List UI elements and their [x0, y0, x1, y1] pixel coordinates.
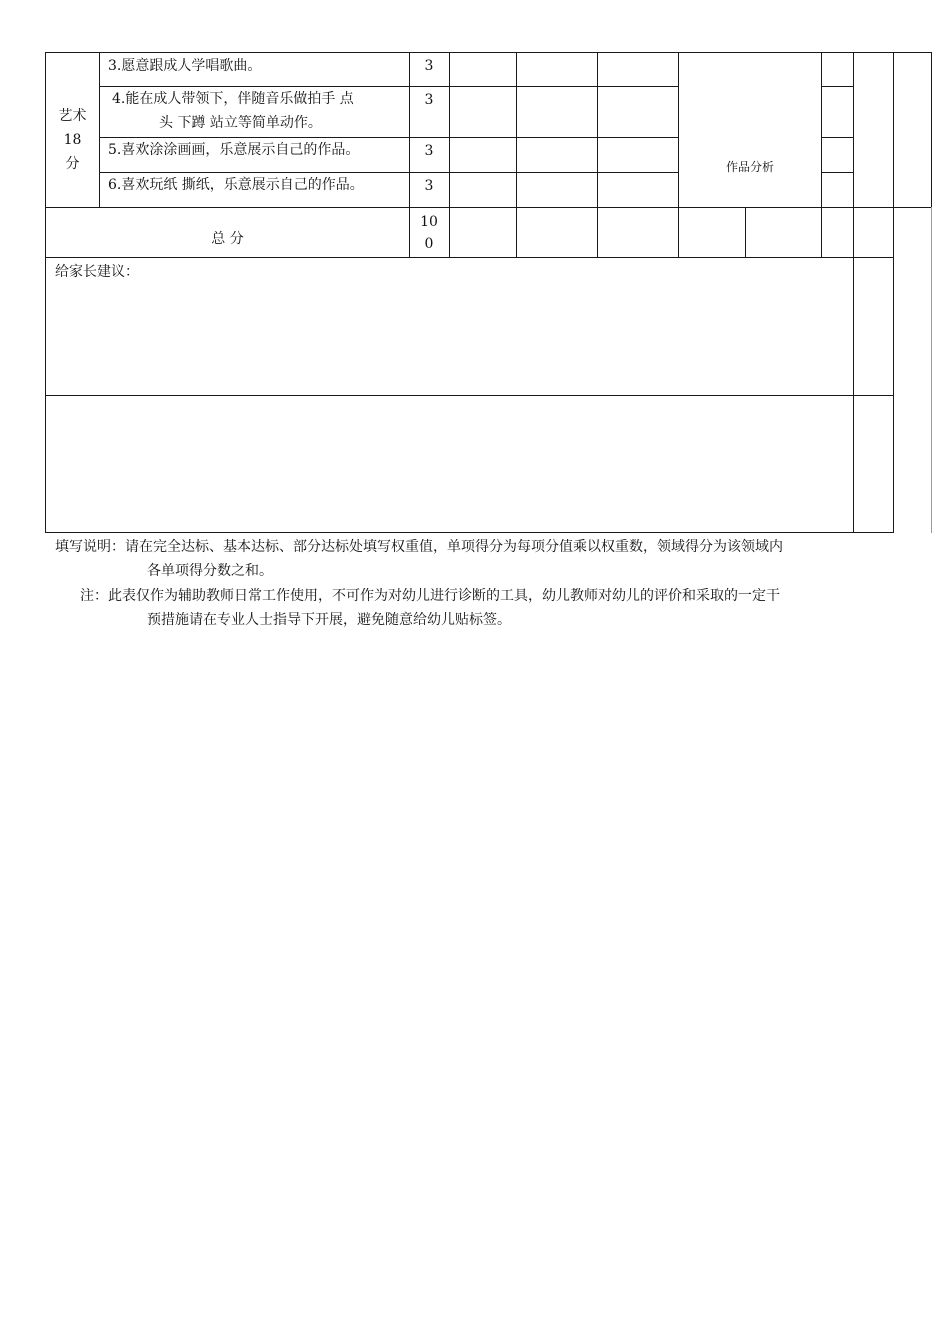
grid-line — [45, 52, 932, 53]
grid-line — [99, 137, 678, 138]
domain-cell — [46, 104, 99, 176]
grid-line — [821, 137, 853, 138]
total-label: 总 分 — [211, 231, 244, 247]
disclaimer-note: 注：此表仅作为辅助教师日常工作使用，不可作为对幼儿进行诊断的工具，幼儿教师对幼儿的评价和采取的一定干 — [80, 588, 780, 604]
fill-instructions: 填写说明：请在完全达标、基本达标、部分达标处填写权重值，单项得分为每项分值乘以权重数，领域得分为该领域内 — [55, 539, 783, 555]
work-analysis-label: 作品分析 — [725, 160, 774, 174]
item-text: 6.喜欢玩纸 撕纸，乐意展示自己的作品。 — [108, 177, 364, 193]
grid-line — [99, 52, 100, 207]
item-text-continued: 头 下蹲 站立等简单动作。 — [159, 115, 322, 131]
grid-line — [893, 52, 894, 533]
item-score: 3 — [424, 92, 434, 108]
grid-line — [853, 52, 854, 533]
domain-name: 艺术 — [58, 108, 87, 124]
item-text: 4.能在成人带领下，伴随音乐做拍手 点 — [112, 91, 354, 107]
grid-line — [45, 532, 893, 533]
grid-line — [99, 86, 678, 87]
grid-line — [99, 172, 678, 173]
grid-line — [597, 52, 598, 257]
fill-instructions-continued: 各单项得分数之和。 — [147, 563, 273, 579]
grid-line — [45, 257, 893, 258]
grid-line — [449, 52, 450, 257]
item-score: 3 — [424, 178, 434, 194]
disclaimer-note-continued: 预措施请在专业人士指导下开展，避免随意给幼儿贴标签。 — [147, 612, 511, 628]
item-text: 5.喜欢涂涂画画，乐意展示自己的作品。 — [108, 142, 360, 158]
item-score: 3 — [424, 143, 434, 159]
grid-line — [821, 52, 822, 257]
grid-line — [931, 52, 932, 207]
grid-line — [931, 207, 932, 533]
grid-line — [745, 207, 746, 257]
parent-advice-label: 给家长建议： — [55, 264, 139, 280]
domain-points: 18 — [63, 132, 82, 148]
grid-line — [821, 172, 853, 173]
grid-line — [45, 207, 932, 208]
total-score-line1: 10 — [420, 214, 438, 230]
total-score — [409, 211, 449, 255]
grid-line — [678, 52, 679, 257]
grid-line — [516, 52, 517, 257]
grid-line — [45, 395, 893, 396]
item-text: 3.愿意跟成人学唱歌曲。 — [108, 58, 262, 74]
grid-line — [821, 86, 853, 87]
domain-unit: 分 — [65, 156, 80, 172]
total-score-line2: 0 — [424, 236, 434, 252]
item-score: 3 — [424, 58, 434, 74]
